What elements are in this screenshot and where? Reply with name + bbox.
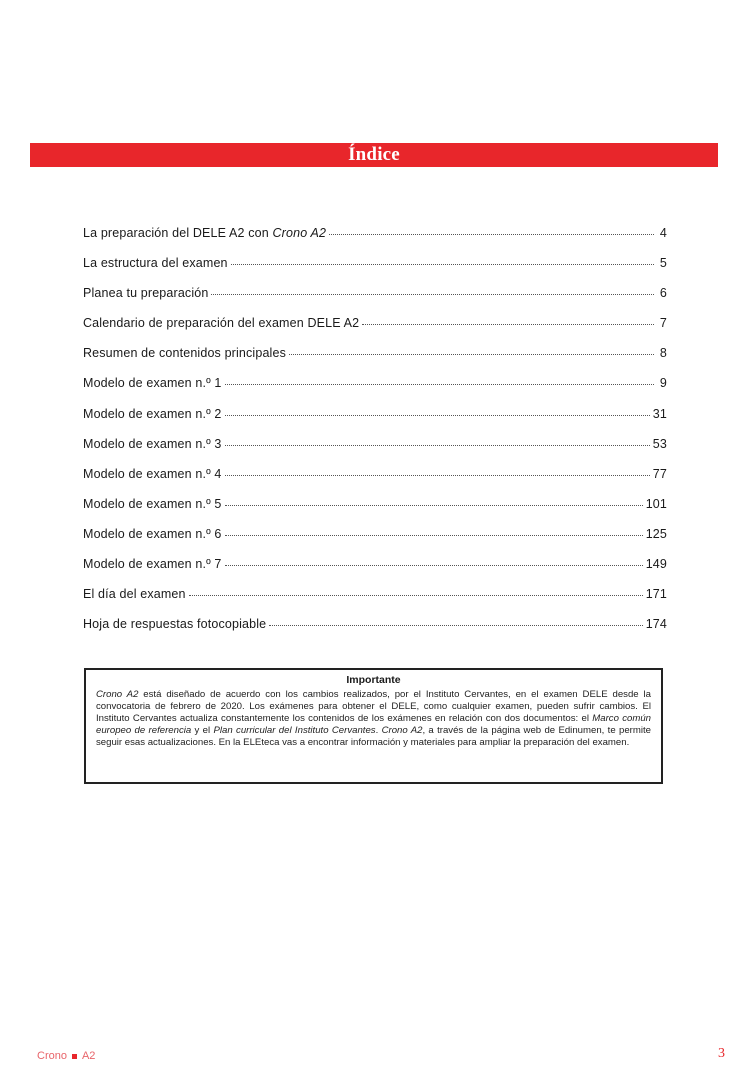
dot-leader <box>225 534 643 536</box>
toc-entry[interactable] <box>83 407 667 437</box>
important-text-segment: y el <box>191 725 214 736</box>
important-text-segment: , a través de la página web de Edinumen, te permite seguir esas actualizaciones. En la ELEteca vas a encontrar información y materiales para ampliar la preparación del examen. <box>96 725 651 748</box>
toc-entry-page: 125 <box>645 526 667 541</box>
important-italic-text: Crono A2 <box>96 689 139 700</box>
footer-brand-level: A2 <box>81 1050 96 1062</box>
important-box <box>84 668 663 784</box>
toc-entry[interactable] <box>83 256 667 286</box>
dot-leader <box>225 564 643 566</box>
index-title: Índice <box>348 144 400 165</box>
toc-entry-label <box>83 256 228 270</box>
dot-leader <box>362 323 654 325</box>
toc-entry-page: 4 <box>659 226 667 240</box>
toc-entry-page: 101 <box>645 496 667 511</box>
important-italic-text: Plan curricular del Instituto Cervantes <box>213 725 376 736</box>
important-italic-text: Marco común europeo de referencia <box>96 713 651 736</box>
toc-entry-page: 7 <box>659 316 667 331</box>
toc-entry-text: El día del examen <box>83 587 186 602</box>
dot-leader <box>231 263 654 265</box>
dot-leader <box>225 414 650 416</box>
index-title-bar <box>30 143 718 167</box>
dot-leader <box>289 353 654 355</box>
important-heading: Importante <box>346 674 401 686</box>
toc-entry[interactable] <box>83 467 667 497</box>
toc-entry-label <box>83 467 222 481</box>
toc-entry-label <box>83 286 208 300</box>
toc-entry-text: Modelo de examen n.º 5 <box>83 496 222 511</box>
dot-leader <box>189 594 643 596</box>
dot-leader <box>225 474 650 476</box>
toc-entry-label <box>83 617 266 631</box>
toc-entry-page: 31 <box>652 406 667 421</box>
toc-entry-page: 171 <box>645 587 667 602</box>
page-number: 3 <box>718 1046 725 1061</box>
footer-brand-name: Crono <box>37 1050 67 1062</box>
dot-leader <box>211 293 654 295</box>
toc-entry-text: Modelo de examen n.º 3 <box>83 436 222 451</box>
toc-entry-label <box>83 437 222 451</box>
toc-entry[interactable] <box>83 346 667 376</box>
table-of-contents <box>83 226 667 647</box>
toc-entry-text: La estructura del examen <box>83 256 228 271</box>
important-text <box>96 689 651 749</box>
toc-entry-text: Hoja de respuestas fotocopiable <box>83 617 267 632</box>
toc-entry-text: Planea tu preparación <box>83 286 209 301</box>
toc-entry-text: Modelo de examen n.º 2 <box>83 406 222 421</box>
toc-entry-label <box>83 527 222 541</box>
toc-entry-text: Resumen de contenidos principales <box>83 346 286 361</box>
toc-entry-page: 9 <box>659 376 667 391</box>
toc-entry[interactable] <box>83 286 667 316</box>
toc-entry[interactable] <box>83 316 667 346</box>
toc-entry-text: Calendario de preparación del examen DELE A2 <box>83 316 360 331</box>
toc-entry[interactable] <box>83 497 667 527</box>
toc-entry-label <box>83 376 222 390</box>
dot-leader <box>225 444 650 446</box>
toc-entry[interactable] <box>83 617 667 647</box>
toc-entry-page: 174 <box>645 617 667 632</box>
dot-leader <box>225 383 654 385</box>
toc-entry-label <box>83 497 222 511</box>
important-text-segment: . <box>375 725 382 736</box>
toc-entry-text: Modelo de examen n.º 6 <box>83 526 222 541</box>
toc-entry-page: 149 <box>645 557 667 572</box>
toc-entry-label <box>83 226 326 240</box>
toc-entry[interactable] <box>83 527 667 557</box>
toc-entry-text: La preparación del DELE A2 con <box>83 226 273 240</box>
toc-entry[interactable] <box>83 226 667 256</box>
square-icon <box>72 1054 77 1059</box>
toc-entry-label <box>83 316 359 330</box>
toc-entry-label <box>83 407 222 421</box>
toc-entry-page: 8 <box>659 346 667 361</box>
important-text-segment: está diseñado de acuerdo con los cambios realizados, por el Instituto Cervantes, en el examen DELE desde la convocatoria de febrero de 2020. Los exámenes para obtener el DELE, como cualquier examen, pueden sufrir cambios. El Instituto Cervantes actualiza constantemente los contenidos de los exámenes en relación con dos documentos: el <box>96 689 651 724</box>
footer-brand <box>37 1050 95 1062</box>
toc-entry-page: 77 <box>652 466 667 481</box>
toc-entry-label <box>83 557 222 571</box>
toc-entry-label <box>83 587 186 601</box>
dot-leader <box>269 624 642 626</box>
toc-entry-label <box>83 346 286 360</box>
dot-leader <box>225 504 643 506</box>
toc-entry-text: Modelo de examen n.º 7 <box>83 557 222 572</box>
toc-entry[interactable] <box>83 587 667 617</box>
toc-entry-page: 53 <box>652 436 667 451</box>
dot-leader <box>329 233 654 235</box>
toc-entry-text: Modelo de examen n.º 4 <box>83 466 222 481</box>
toc-entry[interactable] <box>83 557 667 587</box>
toc-entry[interactable] <box>83 376 667 406</box>
important-italic-text: Crono A2 <box>381 725 423 736</box>
toc-entry-text: Modelo de examen n.º 1 <box>83 376 222 391</box>
toc-entry-italic-text: Crono A2 <box>272 226 327 240</box>
toc-entry[interactable] <box>83 437 667 467</box>
toc-entry-page: 5 <box>659 256 667 271</box>
toc-entry-page: 6 <box>659 286 667 301</box>
